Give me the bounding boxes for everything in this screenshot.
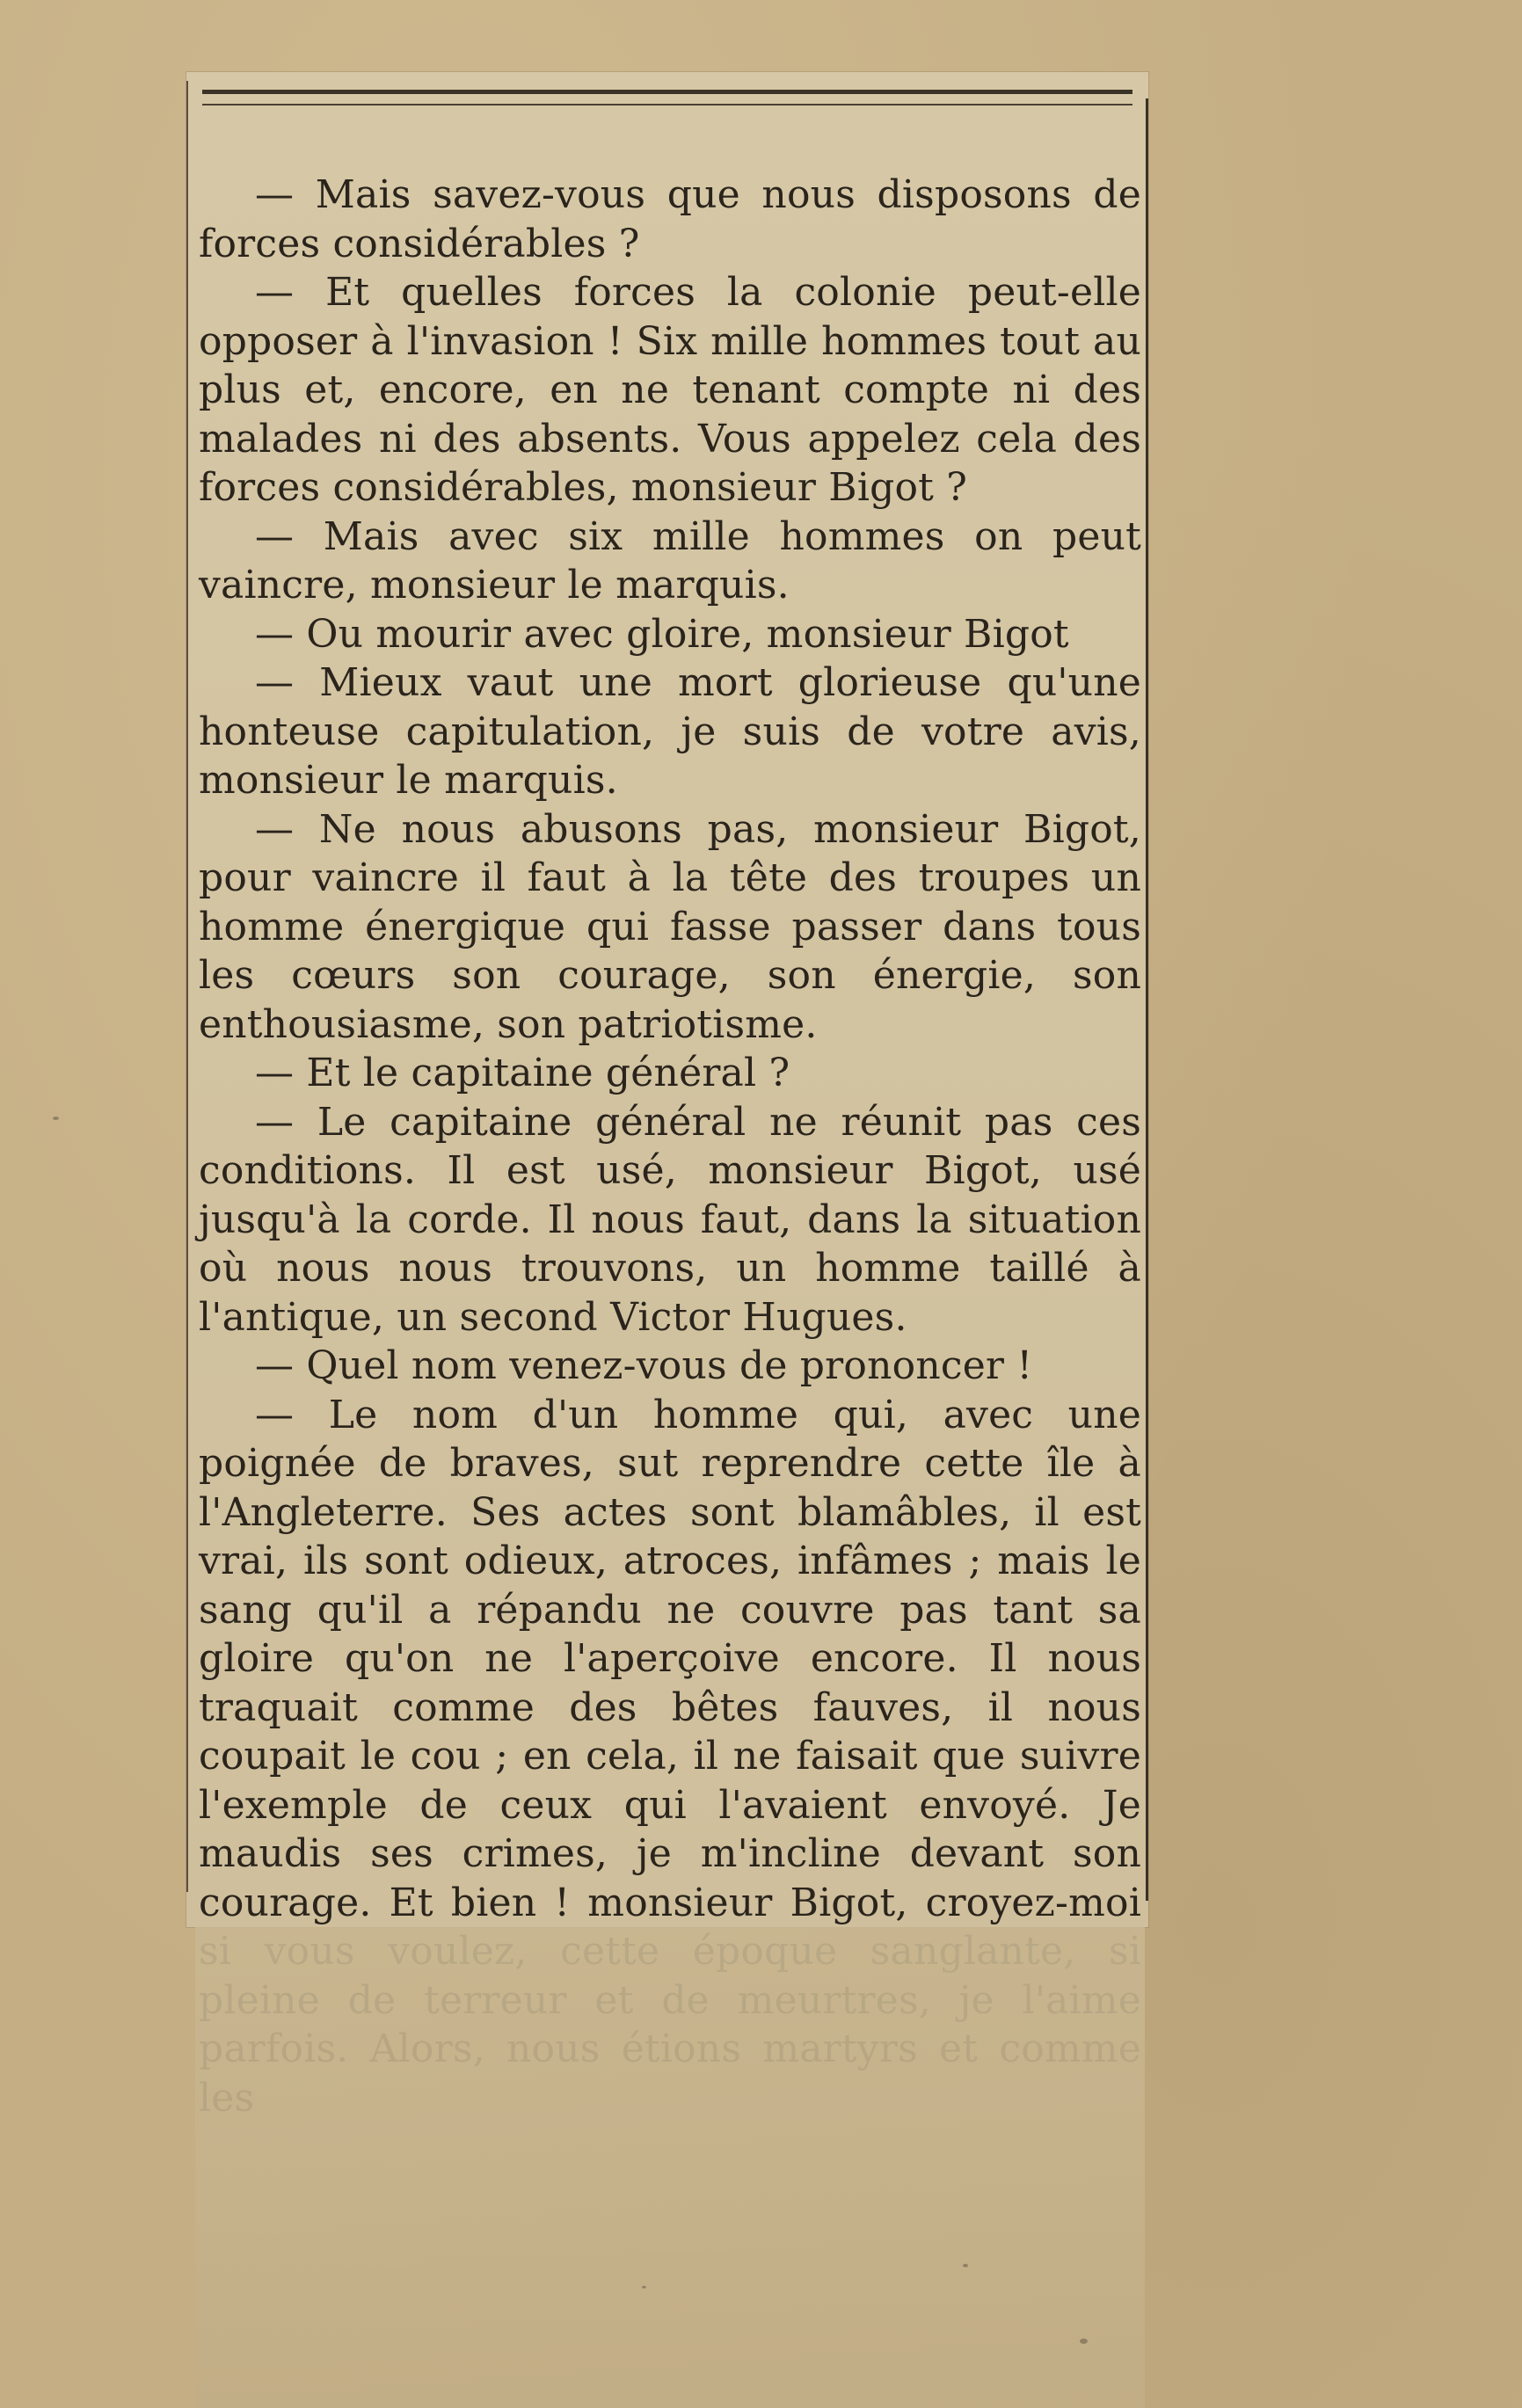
newspaper-clipping xyxy=(186,72,1148,1927)
paragraph: — Le capitaine général ne réunit pas ces conditions. Il est usé, monsieur Bigot, usé jusqu'à la corde. Il nous faut, dans la situation où nous nous trouvons, un homme taillé à l'antique, un second Victor Hugues. xyxy=(199,1099,1141,1340)
paragraph: — Mieux vaut une mort glorieuse qu'une honteuse capitulation, je suis de votre avis, monsieur le marquis. xyxy=(199,660,1141,803)
paragraph: — Le nom d'un homme qui, avec une poignée de braves, sut reprendre cette île à l'Angleterre. Ses actes sont blamâbles, il est vrai, ils sont odieux, atroces, infâmes ; mais le sang qu'il a répandu ne couvre pas tant sa gloire qu'on ne l'aperçoive encore. Il nous traquait comme des bêtes fauves, il nous coupait le cou ; en cela, il ne faisait que suivre l'exemple de ceux qui l'avaient envoyé. Je maudis ses crimes, je m'incline devant son courage. Et bien ! monsieur Bigot, croyez-moi xyxy=(199,1392,1141,1925)
blank-paper-area xyxy=(195,1927,1145,2408)
paper-speck xyxy=(963,2264,968,2267)
paper-speck xyxy=(53,1117,59,1120)
top-rule xyxy=(202,90,1132,94)
paragraph: — Quel nom venez-vous de prononcer ! xyxy=(255,1343,1033,1388)
paper-speck xyxy=(1080,2339,1088,2344)
paragraph: — Mais savez-vous que nous disposons de forces considérables ? xyxy=(199,172,1141,266)
paragraph: — Et le capitaine général ? xyxy=(255,1051,790,1095)
paragraph: — Mais avec six mille hommes on peut vaincre, monsieur le marquis. xyxy=(199,513,1141,607)
column-rule-right xyxy=(1146,98,1148,1901)
column-rule-left xyxy=(186,81,188,1892)
paragraph: — Ou mourir avec gloire, monsieur Bigot xyxy=(255,611,1069,657)
paragraph: — Et quelles forces la colonie peut-elle opposer à l'invasion ! Six mille hommes tout au plus et, encore, en ne tenant compte ni des malades ni des absents. Vous appelez cela des forces considérables, monsieur Bigot ? xyxy=(199,270,1141,510)
paragraph: — Ne nous abusons pas, monsieur Bigot, pour vaincre il faut à la tête des troupes un homme énergique qui fasse passer dans tous les cœurs son courage, son énergie, son enthousiasme, son patriotisme. xyxy=(199,806,1141,1047)
top-rule-thin xyxy=(202,104,1132,105)
paper-speck xyxy=(642,2286,646,2288)
article-text xyxy=(199,171,1141,2122)
